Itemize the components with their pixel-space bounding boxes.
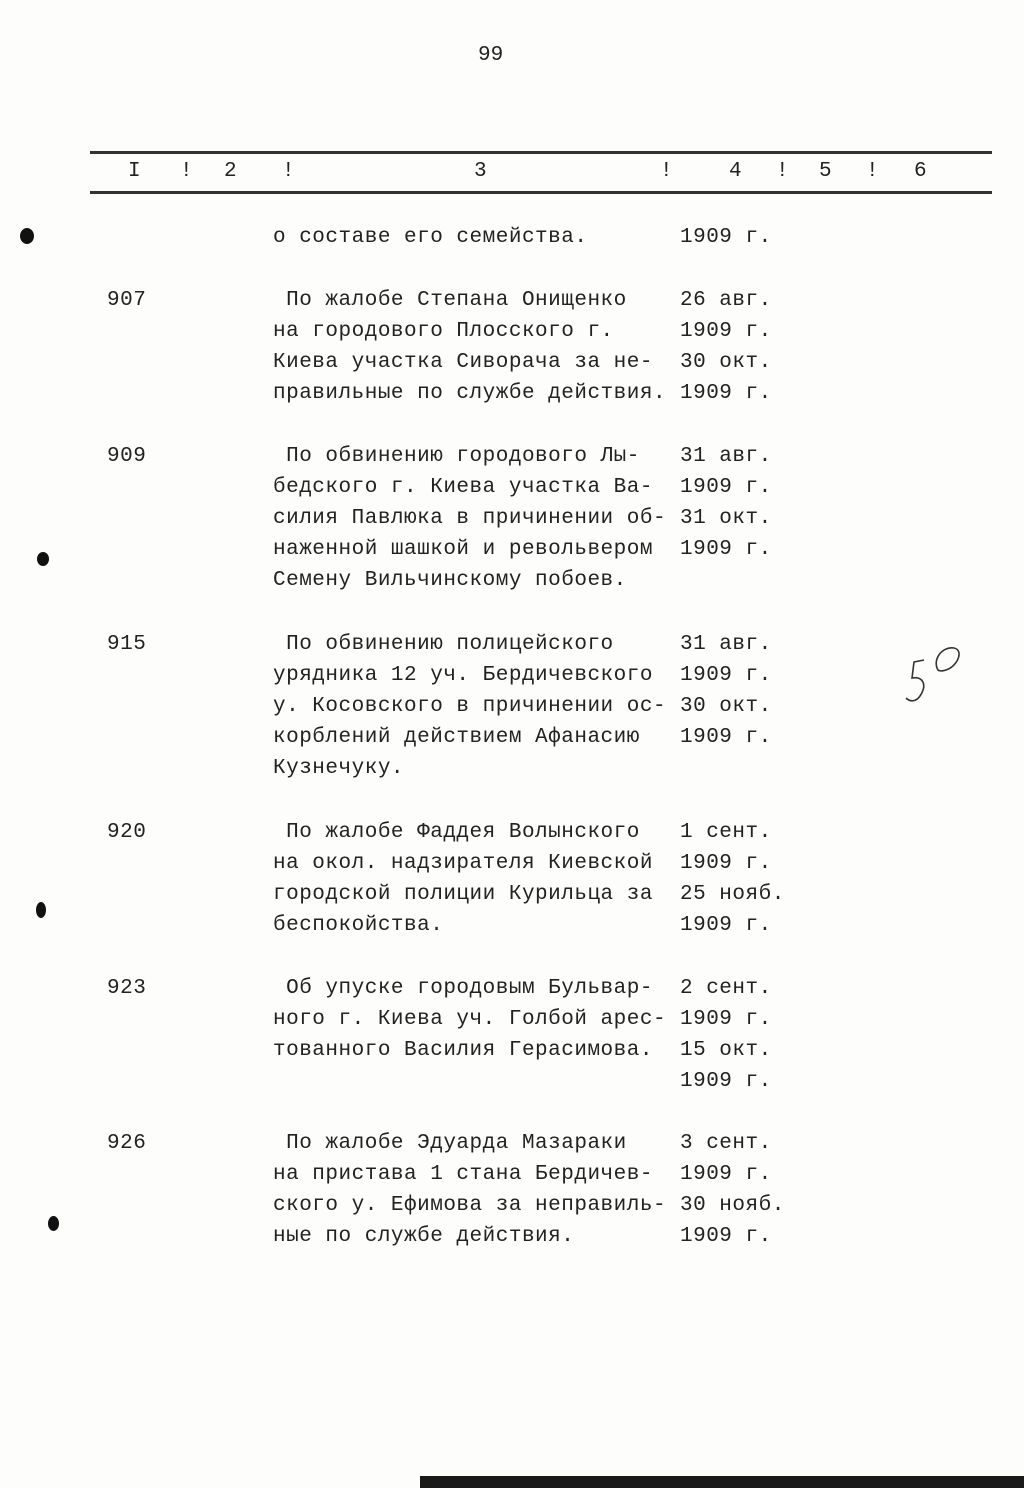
description-line: По жалобе Степана Онищенко (273, 289, 627, 312)
description-line: на городового Плосского г. (273, 320, 614, 343)
description-line: у. Косовского в причинении ос- (273, 695, 667, 718)
date-line: 1909 г. (680, 538, 772, 561)
date-line: 1909 г. (680, 664, 772, 687)
description-line: ного г. Киева уч. Голбой арес- (273, 1008, 667, 1031)
column-header-5: 5 (819, 160, 832, 183)
date-line: 25 нояб. (680, 883, 785, 906)
case-number: 920 (107, 821, 147, 844)
case-dates (680, 222, 772, 253)
table-header-rule (90, 191, 992, 194)
case-dates (680, 285, 772, 409)
description-line: корблений действием Афанасию (273, 726, 640, 749)
column-separator: ! (180, 160, 193, 183)
date-line: 1909 г. (680, 320, 772, 343)
case-number: 926 (107, 1132, 147, 1155)
description-line: силия Павлюка в причинении об- (273, 507, 667, 530)
date-line: 1909 г. (680, 1163, 772, 1186)
case-dates (680, 973, 772, 1097)
punch-hole-mark (20, 228, 34, 244)
case-number: 907 (107, 289, 147, 312)
description-line: о составе его семейства. (273, 226, 588, 249)
case-description (273, 973, 666, 1066)
description-line: Киева участка Сиворача за не- (273, 351, 653, 374)
date-line: 31 авг. (680, 445, 772, 468)
date-line: 31 окт. (680, 507, 772, 530)
case-number: 909 (107, 445, 147, 468)
date-line: 2 сент. (680, 977, 772, 1000)
column-separator: ! (660, 160, 673, 183)
case-number: 915 (107, 633, 147, 656)
punch-hole-mark (36, 902, 46, 918)
table-top-rule (90, 151, 992, 154)
case-number: 923 (107, 977, 147, 1000)
case-description (273, 629, 666, 784)
description-line: городской полиции Курильца за (273, 883, 653, 906)
date-line: 1909 г. (680, 1225, 772, 1248)
case-dates (680, 441, 772, 565)
case-dates (680, 817, 785, 941)
date-line: 26 авг. (680, 289, 772, 312)
column-header-4: 4 (729, 160, 742, 183)
date-line: 1909 г. (680, 382, 772, 405)
date-line: 15 окт. (680, 1039, 772, 1062)
scan-edge (420, 1476, 1024, 1488)
description-line: Кузнечуку. (273, 757, 405, 780)
description-line: правильные по службе действия. (273, 382, 667, 405)
description-line: бедского г. Киева участка Ва- (273, 476, 653, 499)
date-line: 1909 г. (680, 852, 772, 875)
case-description (273, 285, 666, 409)
case-description (273, 1128, 666, 1252)
description-line: Об упуске городовым Бульвар- (273, 977, 653, 1000)
description-line: По обвинению полицейского (273, 633, 614, 656)
description-line: беспокойства. (273, 914, 444, 937)
punch-hole-mark (48, 1216, 59, 1231)
date-line: 1909 г. (680, 1008, 772, 1031)
date-line: 31 авг. (680, 633, 772, 656)
description-line: урядника 12 уч. Бердичевского (273, 664, 653, 687)
case-description (273, 817, 653, 941)
date-line: 3 сент. (680, 1132, 772, 1155)
description-line: Семену Вильчинскому побоев. (273, 569, 627, 592)
column-header-6: 6 (914, 160, 927, 183)
punch-hole-mark (37, 552, 49, 566)
description-line: По обвинению городового Лы- (273, 445, 640, 468)
column-separator: ! (282, 160, 295, 183)
page-number: 99 (478, 44, 504, 67)
description-line: наженной шашкой и револьвером (273, 538, 653, 561)
description-line: По жалобе Эдуарда Мазараки (273, 1132, 627, 1155)
column-header-1: I (128, 160, 141, 183)
date-line: 1909 г. (680, 726, 772, 749)
case-description (273, 222, 587, 253)
column-header-2: 2 (224, 160, 237, 183)
handwritten-folio-number (898, 640, 978, 710)
description-line: на пристава 1 стана Бердичев- (273, 1163, 653, 1186)
description-line: ные по службе действия. (273, 1225, 575, 1248)
description-line: ского у. Ефимова за неправиль- (273, 1194, 667, 1217)
column-header-3: 3 (474, 160, 487, 183)
date-line: 30 окт. (680, 351, 772, 374)
date-line: 1909 г. (680, 914, 772, 937)
date-line: 30 окт. (680, 695, 772, 718)
case-dates (680, 629, 772, 753)
case-description (273, 441, 666, 596)
description-line: тованного Василия Герасимова. (273, 1039, 653, 1062)
date-line: 1 сент. (680, 821, 772, 844)
date-line: 1909 г. (680, 476, 772, 499)
column-separator: ! (866, 160, 879, 183)
case-dates (680, 1128, 785, 1252)
column-separator: ! (776, 160, 789, 183)
date-line: 30 нояб. (680, 1194, 785, 1217)
date-line: 1909 г. (680, 1070, 772, 1093)
description-line: на окол. надзирателя Киевской (273, 852, 653, 875)
description-line: По жалобе Фаддея Волынского (273, 821, 640, 844)
date-line: 1909 г. (680, 226, 772, 249)
